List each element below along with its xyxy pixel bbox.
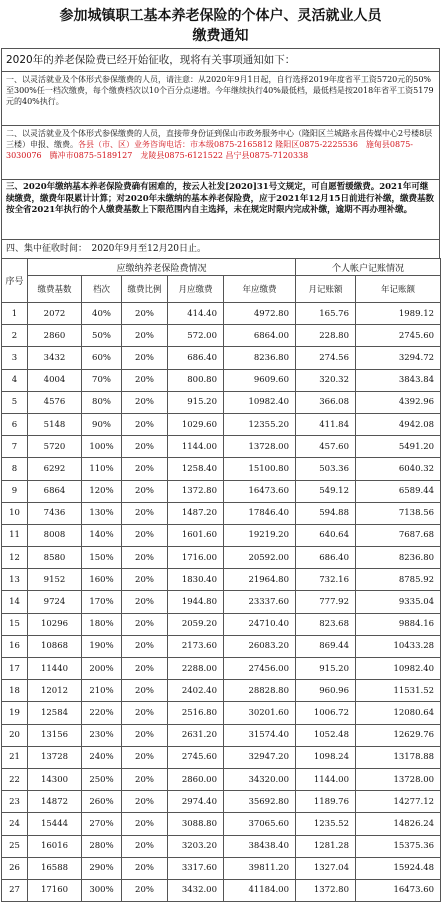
yearly-payment-cell: 41184.00	[224, 879, 296, 901]
seq-cell: 23	[2, 791, 28, 813]
seq-cell: 5	[2, 391, 28, 413]
monthly-account-cell: 869.44	[296, 635, 356, 657]
grade-cell: 100%	[82, 436, 122, 458]
table-row	[2, 724, 441, 746]
ratio-cell: 20%	[122, 768, 168, 790]
grade-cell: 200%	[82, 658, 122, 680]
seq-cell: 2	[2, 325, 28, 347]
table-row	[2, 369, 441, 391]
ratio-cell: 20%	[122, 325, 168, 347]
monthly-payment-cell: 3203.20	[168, 835, 224, 857]
base-cell: 10296	[28, 613, 82, 635]
monthly-account-cell: 1189.76	[296, 791, 356, 813]
base-cell: 10868	[28, 635, 82, 657]
base-cell: 3432	[28, 347, 82, 369]
monthly-account-cell: 594.88	[296, 502, 356, 524]
monthly-payment-cell: 1716.00	[168, 547, 224, 569]
yearly-account-cell: 6040.32	[356, 458, 441, 480]
monthly-payment-cell: 800.80	[168, 369, 224, 391]
table-row	[2, 325, 441, 347]
yearly-account-cell: 9335.04	[356, 591, 441, 613]
monthly-account-cell: 1098.24	[296, 746, 356, 768]
ratio-cell: 20%	[122, 569, 168, 591]
yearly-payment-cell: 6864.00	[224, 325, 296, 347]
yearly-payment-cell: 28828.80	[224, 680, 296, 702]
yearly-account-cell: 16473.60	[356, 879, 441, 901]
base-cell: 16588	[28, 857, 82, 879]
grade-cell: 220%	[82, 702, 122, 724]
intro-text: 2020年的养老保险费已经开始征收，现将有关事项通知如下：	[1, 48, 440, 71]
ratio-cell: 20%	[122, 746, 168, 768]
yearly-account-cell: 14826.24	[356, 813, 441, 835]
section-2-text: 二、以灵活就业及个体形式参保缴费的人员，直接带身份证到保山市政务服务中心（隆阳区兰城路永昌传媒中心2号楼8层三楼）申报、缴费。	[6, 129, 433, 149]
yearly-account-cell: 10433.28	[356, 635, 441, 657]
monthly-account-cell: 165.76	[296, 303, 356, 325]
grade-cell: 60%	[82, 347, 122, 369]
seq-cell: 9	[2, 480, 28, 502]
yearly-payment-cell: 24710.40	[224, 613, 296, 635]
monthly-account-cell: 960.96	[296, 680, 356, 702]
yearly-payment-cell: 21964.80	[224, 569, 296, 591]
monthly-payment-cell: 2860.00	[168, 768, 224, 790]
yearly-payment-cell: 23337.60	[224, 591, 296, 613]
table-row	[2, 835, 441, 857]
seq-cell: 18	[2, 680, 28, 702]
title-line-2: 缴费通知	[192, 28, 249, 44]
table-row	[2, 347, 441, 369]
table-row	[2, 857, 441, 879]
seq-cell: 3	[2, 347, 28, 369]
base-cell: 6292	[28, 458, 82, 480]
monthly-account-cell: 549.12	[296, 480, 356, 502]
monthly-account-cell: 1052.48	[296, 724, 356, 746]
monthly-payment-cell: 1258.40	[168, 458, 224, 480]
grade-cell: 40%	[82, 303, 122, 325]
base-cell: 14300	[28, 768, 82, 790]
monthly-account-cell: 457.60	[296, 436, 356, 458]
base-cell: 11440	[28, 658, 82, 680]
grade-cell: 90%	[82, 413, 122, 435]
ratio-cell: 20%	[122, 303, 168, 325]
seq-cell: 15	[2, 613, 28, 635]
base-cell: 4004	[28, 369, 82, 391]
header-payment-group: 应缴纳养老保险费情况	[28, 259, 296, 276]
yearly-payment-cell: 20592.00	[224, 547, 296, 569]
grade-cell: 210%	[82, 680, 122, 702]
ratio-cell: 20%	[122, 347, 168, 369]
yearly-payment-cell: 16473.60	[224, 480, 296, 502]
monthly-account-cell: 503.36	[296, 458, 356, 480]
table-row	[2, 813, 441, 835]
yearly-payment-cell: 35692.80	[224, 791, 296, 813]
ratio-cell: 20%	[122, 791, 168, 813]
yearly-payment-cell: 27456.00	[224, 658, 296, 680]
yearly-account-cell: 7687.68	[356, 524, 441, 546]
seq-cell: 6	[2, 413, 28, 435]
monthly-payment-cell: 2745.60	[168, 746, 224, 768]
monthly-account-cell: 732.16	[296, 569, 356, 591]
monthly-account-cell: 915.20	[296, 658, 356, 680]
base-cell: 12012	[28, 680, 82, 702]
header-monthly-payment: 月应缴费	[168, 276, 224, 303]
monthly-payment-cell: 572.00	[168, 325, 224, 347]
ratio-cell: 20%	[122, 547, 168, 569]
base-cell: 2860	[28, 325, 82, 347]
table-row	[2, 413, 441, 435]
yearly-account-cell: 12080.64	[356, 702, 441, 724]
base-cell: 13156	[28, 724, 82, 746]
yearly-payment-cell: 31574.40	[224, 724, 296, 746]
grade-cell: 240%	[82, 746, 122, 768]
seq-cell: 20	[2, 724, 28, 746]
table-row	[2, 591, 441, 613]
table-row	[2, 524, 441, 546]
grade-cell: 280%	[82, 835, 122, 857]
grade-cell: 130%	[82, 502, 122, 524]
monthly-payment-cell: 2516.80	[168, 702, 224, 724]
monthly-payment-cell: 414.40	[168, 303, 224, 325]
ratio-cell: 20%	[122, 480, 168, 502]
table-row	[2, 569, 441, 591]
monthly-account-cell: 274.56	[296, 347, 356, 369]
yearly-account-cell: 8785.92	[356, 569, 441, 591]
seq-cell: 13	[2, 569, 28, 591]
header-account-group: 个人帐户记账情况	[296, 259, 441, 276]
table-row	[2, 702, 441, 724]
yearly-account-cell: 7138.56	[356, 502, 441, 524]
ratio-cell: 20%	[122, 879, 168, 901]
table-row	[2, 547, 441, 569]
seq-cell: 7	[2, 436, 28, 458]
base-cell: 16016	[28, 835, 82, 857]
section-2-phone-numbers: 各县（市、区）业务咨询电话：市本级0875-2165812 隆阳区0875-2225536 施甸县0875-3030076 腾冲市0875-5189127 龙陵县0875-6121522 昌宁县0875-7120338	[6, 140, 413, 160]
monthly-account-cell: 1372.80	[296, 879, 356, 901]
yearly-payment-cell: 15100.80	[224, 458, 296, 480]
yearly-account-cell: 6589.44	[356, 480, 441, 502]
monthly-account-cell: 1144.00	[296, 768, 356, 790]
yearly-account-cell: 2745.60	[356, 325, 441, 347]
grade-cell: 120%	[82, 480, 122, 502]
seq-cell: 27	[2, 879, 28, 901]
yearly-payment-cell: 37065.60	[224, 813, 296, 835]
table-row	[2, 635, 441, 657]
monthly-account-cell: 411.84	[296, 413, 356, 435]
yearly-account-cell: 8236.80	[356, 547, 441, 569]
grade-cell: 250%	[82, 768, 122, 790]
yearly-account-cell: 1989.12	[356, 303, 441, 325]
seq-cell: 21	[2, 746, 28, 768]
base-cell: 4576	[28, 391, 82, 413]
grade-cell: 50%	[82, 325, 122, 347]
grade-cell: 300%	[82, 879, 122, 901]
ratio-cell: 20%	[122, 369, 168, 391]
section-3	[1, 179, 440, 239]
monthly-account-cell: 1281.28	[296, 835, 356, 857]
monthly-payment-cell: 1144.00	[168, 436, 224, 458]
table-row	[2, 746, 441, 768]
seq-cell: 25	[2, 835, 28, 857]
yearly-account-cell: 13728.00	[356, 768, 441, 790]
grade-cell: 170%	[82, 591, 122, 613]
monthly-payment-cell: 686.40	[168, 347, 224, 369]
seq-cell: 16	[2, 635, 28, 657]
base-cell: 8008	[28, 524, 82, 546]
yearly-account-cell: 9884.16	[356, 613, 441, 635]
ratio-cell: 20%	[122, 391, 168, 413]
header-base: 缴费基数	[28, 276, 82, 303]
monthly-payment-cell: 1944.80	[168, 591, 224, 613]
collection-period: 四、集中征收时间： 2020年9月至12月20日止。	[1, 239, 440, 258]
monthly-account-cell: 1235.52	[296, 813, 356, 835]
grade-cell: 180%	[82, 613, 122, 635]
seq-cell: 24	[2, 813, 28, 835]
ratio-cell: 20%	[122, 813, 168, 835]
title-line-1: 参加城镇职工基本养老保险的个体户、灵活就业人员	[59, 8, 382, 24]
table-row	[2, 436, 441, 458]
monthly-account-cell: 823.68	[296, 613, 356, 635]
ratio-cell: 20%	[122, 702, 168, 724]
yearly-account-cell: 3843.84	[356, 369, 441, 391]
grade-cell: 290%	[82, 857, 122, 879]
yearly-payment-cell: 30201.60	[224, 702, 296, 724]
yearly-account-cell: 15924.48	[356, 857, 441, 879]
seq-cell: 14	[2, 591, 28, 613]
yearly-payment-cell: 12355.20	[224, 413, 296, 435]
seq-cell: 8	[2, 458, 28, 480]
ratio-cell: 20%	[122, 658, 168, 680]
yearly-payment-cell: 32947.20	[224, 746, 296, 768]
monthly-payment-cell: 1487.20	[168, 502, 224, 524]
monthly-payment-cell: 2631.20	[168, 724, 224, 746]
yearly-account-cell: 14277.12	[356, 791, 441, 813]
base-cell: 13728	[28, 746, 82, 768]
base-cell: 5720	[28, 436, 82, 458]
seq-cell: 11	[2, 524, 28, 546]
yearly-payment-cell: 9609.60	[224, 369, 296, 391]
base-cell: 12584	[28, 702, 82, 724]
seq-cell: 10	[2, 502, 28, 524]
grade-cell: 140%	[82, 524, 122, 546]
yearly-account-cell: 5491.20	[356, 436, 441, 458]
yearly-account-cell: 11531.52	[356, 680, 441, 702]
base-cell: 9724	[28, 591, 82, 613]
ratio-cell: 20%	[122, 502, 168, 524]
monthly-payment-cell: 2974.40	[168, 791, 224, 813]
seq-cell: 26	[2, 857, 28, 879]
yearly-account-cell: 4942.08	[356, 413, 441, 435]
ratio-cell: 20%	[122, 613, 168, 635]
table-row	[2, 502, 441, 524]
monthly-account-cell: 1327.04	[296, 857, 356, 879]
yearly-payment-cell: 4972.80	[224, 303, 296, 325]
header-grade: 档次	[82, 276, 122, 303]
monthly-payment-cell: 1601.60	[168, 524, 224, 546]
header-ratio: 缴费比例	[122, 276, 168, 303]
ratio-cell: 20%	[122, 835, 168, 857]
yearly-account-cell: 12629.76	[356, 724, 441, 746]
grade-cell: 150%	[82, 547, 122, 569]
base-cell: 9152	[28, 569, 82, 591]
seq-cell: 22	[2, 768, 28, 790]
monthly-account-cell: 777.92	[296, 591, 356, 613]
table-row	[2, 613, 441, 635]
base-cell: 14872	[28, 791, 82, 813]
notice-title	[0, 0, 441, 48]
ratio-cell: 20%	[122, 680, 168, 702]
seq-cell: 19	[2, 702, 28, 724]
base-cell: 7436	[28, 502, 82, 524]
yearly-account-cell: 4392.96	[356, 391, 441, 413]
grade-cell: 260%	[82, 791, 122, 813]
base-cell: 5148	[28, 413, 82, 435]
yearly-payment-cell: 8236.80	[224, 347, 296, 369]
section-1	[1, 71, 440, 125]
table-row	[2, 658, 441, 680]
yearly-payment-cell: 38438.40	[224, 835, 296, 857]
ratio-cell: 20%	[122, 591, 168, 613]
monthly-account-cell: 1006.72	[296, 702, 356, 724]
base-cell: 15444	[28, 813, 82, 835]
monthly-account-cell: 320.32	[296, 369, 356, 391]
grade-cell: 230%	[82, 724, 122, 746]
seq-cell: 4	[2, 369, 28, 391]
ratio-cell: 20%	[122, 857, 168, 879]
table-row	[2, 680, 441, 702]
monthly-account-cell: 228.80	[296, 325, 356, 347]
table-row	[2, 391, 441, 413]
grade-cell: 160%	[82, 569, 122, 591]
monthly-payment-cell: 1372.80	[168, 480, 224, 502]
base-cell: 8580	[28, 547, 82, 569]
section-3-text: 三、2020年缴纳基本养老保险费确有困难的，按云人社发[2020]31号文规定，可自愿暂缓缴费。2021年可继续缴费，缴费年限累计计算；对2020年未缴纳的基本养老保险费，应于2021年12月15日前进行补缴，缴费基数按全省2021年执行的个人缴费基数上下限范围内自主选择，未在规定时限内完成补缴，逾期不再办理补缴。	[6, 182, 434, 215]
monthly-payment-cell: 2402.40	[168, 680, 224, 702]
monthly-payment-cell: 1029.60	[168, 413, 224, 435]
header-monthly-account: 月记账额	[296, 276, 356, 303]
table-row	[2, 303, 441, 325]
base-cell: 2072	[28, 303, 82, 325]
monthly-payment-cell: 2059.20	[168, 613, 224, 635]
header-yearly-payment: 年应缴费	[224, 276, 296, 303]
monthly-payment-cell: 3432.00	[168, 879, 224, 901]
table-row	[2, 480, 441, 502]
table-body	[2, 303, 441, 902]
base-cell: 17160	[28, 879, 82, 901]
monthly-account-cell: 366.08	[296, 391, 356, 413]
monthly-account-cell: 686.40	[296, 547, 356, 569]
table-row	[2, 879, 441, 901]
header-seq: 序号	[2, 259, 28, 303]
ratio-cell: 20%	[122, 458, 168, 480]
grade-cell: 190%	[82, 635, 122, 657]
yearly-account-cell: 15375.36	[356, 835, 441, 857]
yearly-account-cell: 10982.40	[356, 658, 441, 680]
yearly-payment-cell: 17846.40	[224, 502, 296, 524]
grade-cell: 70%	[82, 369, 122, 391]
yearly-payment-cell: 39811.20	[224, 857, 296, 879]
monthly-payment-cell: 2173.60	[168, 635, 224, 657]
monthly-payment-cell: 3088.80	[168, 813, 224, 835]
grade-cell: 80%	[82, 391, 122, 413]
monthly-account-cell: 640.64	[296, 524, 356, 546]
yearly-account-cell: 3294.72	[356, 347, 441, 369]
ratio-cell: 20%	[122, 413, 168, 435]
yearly-payment-cell: 34320.00	[224, 768, 296, 790]
seq-cell: 12	[2, 547, 28, 569]
yearly-payment-cell: 19219.20	[224, 524, 296, 546]
seq-cell: 17	[2, 658, 28, 680]
table-row	[2, 768, 441, 790]
monthly-payment-cell: 3317.60	[168, 857, 224, 879]
yearly-payment-cell: 10982.40	[224, 391, 296, 413]
monthly-payment-cell: 1830.40	[168, 569, 224, 591]
yearly-payment-cell: 13728.00	[224, 436, 296, 458]
ratio-cell: 20%	[122, 724, 168, 746]
ratio-cell: 20%	[122, 524, 168, 546]
ratio-cell: 20%	[122, 436, 168, 458]
monthly-payment-cell: 915.20	[168, 391, 224, 413]
grade-cell: 110%	[82, 458, 122, 480]
grade-cell: 270%	[82, 813, 122, 835]
seq-cell: 1	[2, 303, 28, 325]
base-cell: 6864	[28, 480, 82, 502]
yearly-account-cell: 13178.88	[356, 746, 441, 768]
payment-table	[1, 258, 441, 902]
yearly-payment-cell: 26083.20	[224, 635, 296, 657]
table-row	[2, 791, 441, 813]
table-row	[2, 458, 441, 480]
section-2	[1, 125, 440, 179]
header-yearly-account: 年记账额	[356, 276, 441, 303]
section-1-text: 一、以灵活就业及个体形式参保缴费的人员，请注意：从2020年9月1日起，自行选择2019年度省平工资5720元的50%至300%任一档次缴费，每个缴费档次以10个百分点递增。今年继续执行40%最低档，最低档是按2018年省平工资5179元的40%执行。	[6, 75, 434, 106]
ratio-cell: 20%	[122, 635, 168, 657]
monthly-payment-cell: 2288.00	[168, 658, 224, 680]
